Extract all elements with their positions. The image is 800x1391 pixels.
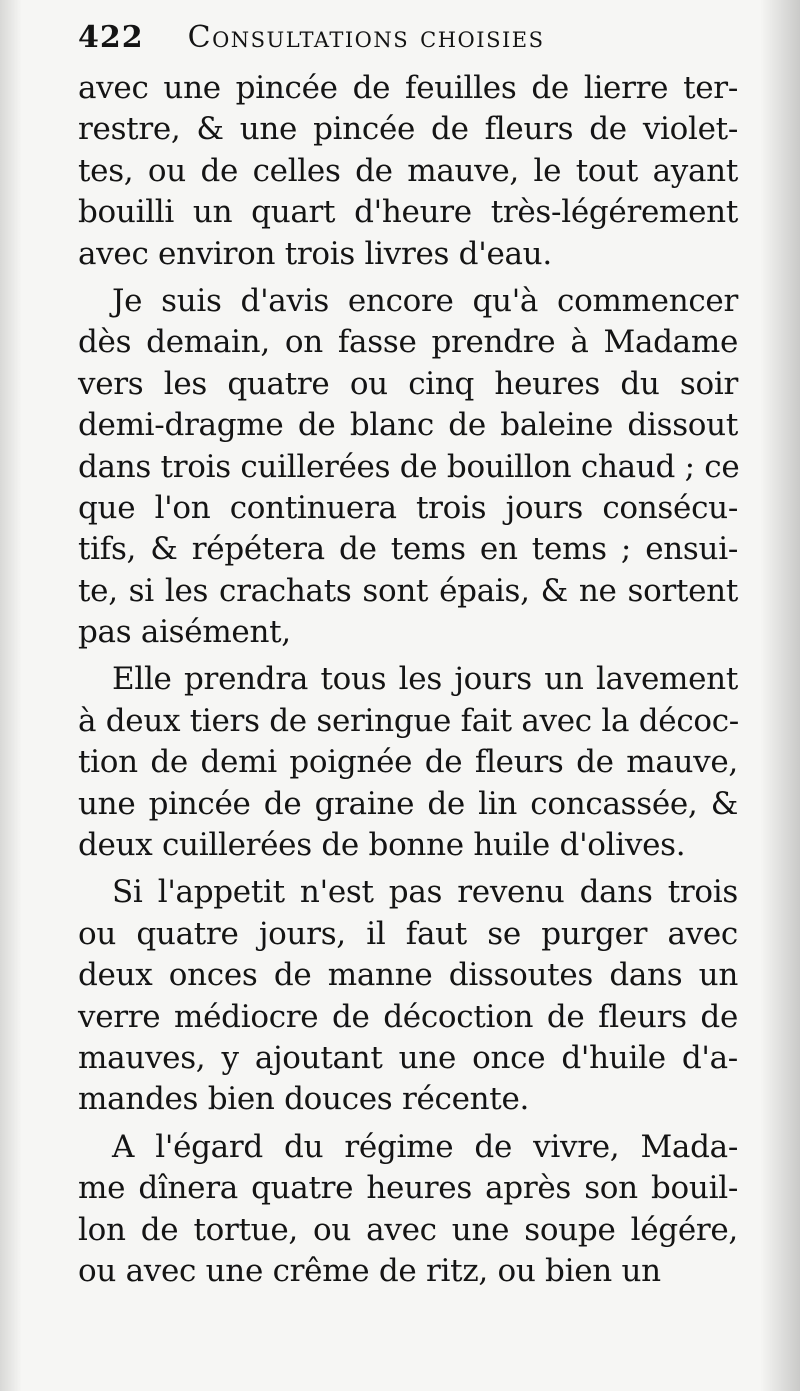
text-line: tion de demi poignée de fleurs de mauve, [78,744,738,781]
text-line: deux onces de manne dissoutes dans un [78,957,738,994]
text-line: dès demain, on fasse prendre à Madame [78,324,738,361]
text-line: avec une pincée de feuilles de lierre ter- [78,70,738,106]
text-line: pas aisément, [78,614,291,651]
text-line: ou avec une crême de ritz, ou bien un [78,1252,661,1289]
text-line: demi-dragme de blanc de baleine dissout [78,407,738,444]
paragraph [78,1127,738,1293]
text-line: dans trois cuillerées de bouillon chaud ; ce [78,448,740,485]
text-line: tes, ou de celles de mauve, le tout ayant [78,152,738,189]
text-line: mauves, y ajoutant une once d'huile d'a- [78,1039,738,1076]
text-line: tifs, & répétera de tems en tems ; ensui- [78,531,738,568]
text-line: Elle prendra tous les jours un lavement [112,661,738,698]
text-line: vers les quatre ou cinq heures du soir [78,365,738,402]
text-line: bouilli un quart d'heure très-légérement [78,194,738,231]
text-line: mandes bien douces récente. [78,1081,530,1118]
text-line: une pincée de graine de lin concassée, & [78,785,738,822]
paragraph [78,281,738,654]
page-edge-shadow-left [0,0,22,1391]
text-line: que l'on continuera trois jours consécu- [78,489,738,526]
paragraph [78,872,738,1120]
paragraph [78,68,738,275]
page-text-block [78,20,738,1292]
running-title: Consultations choisies [187,20,545,55]
text-line: verre médiocre de décoction de fleurs de [78,998,738,1035]
text-line: ou quatre jours, il faut se purger avec [78,915,738,952]
page-binding-shadow [760,0,800,1391]
page-header [78,20,738,68]
text-line: avec environ trois livres d'eau. [78,235,552,272]
text-line: à deux tiers de seringue fait avec la décoc- [78,702,739,739]
text-line: Si l'appetit n'est pas revenu dans trois [112,874,738,911]
text-line: Je suis d'avis encore qu'à commencer [112,282,738,319]
text-line: A l'égard du régime de vivre, Mada- [112,1128,738,1165]
text-line: restre, & une pincée de fleurs de violet- [78,111,738,148]
text-line: lon de tortue, ou avec une soupe légére, [78,1211,738,1248]
text-line: me dînera quatre heures après son bouil- [78,1170,738,1207]
body-text [78,68,738,1292]
text-line: te, si les crachats sont épais, & ne sortent [78,572,738,609]
paragraph [78,659,738,866]
text-line: deux cuillerées de bonne huile d'olives. [78,827,686,864]
page-number: 422 [78,20,144,55]
